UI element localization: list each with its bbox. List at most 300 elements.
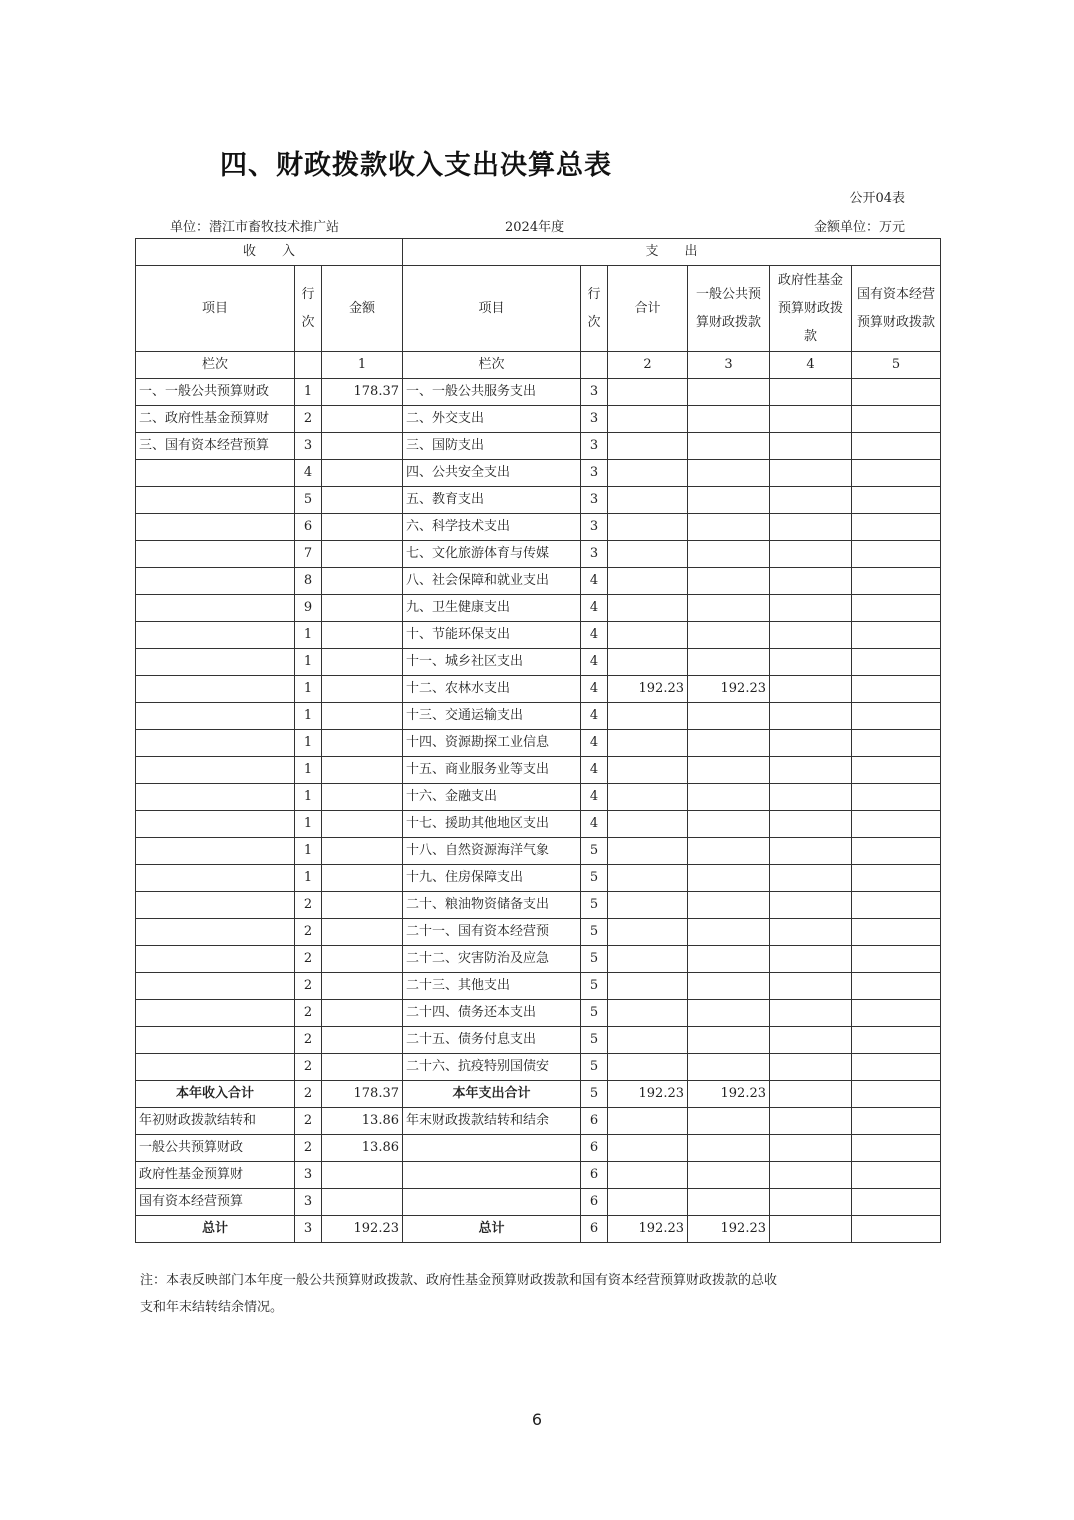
expense-rowno-cell: 3 [581, 433, 608, 460]
gov-fund-cell [770, 1162, 852, 1189]
gov-fund-cell [770, 379, 852, 406]
expense-rowno-cell: 4 [581, 649, 608, 676]
table-row [136, 595, 941, 622]
gov-fund-cell [770, 568, 852, 595]
carryover-row [136, 1162, 941, 1189]
total-cell [608, 1000, 688, 1027]
expense-item-cell: 十三、交通运输支出 [403, 703, 581, 730]
income-amount-cell: 13.86 [322, 1108, 403, 1135]
state-capital-header: 国有资本经营预算财政拨款 [852, 266, 941, 352]
gov-fund-cell [770, 946, 852, 973]
state-capital-cell [852, 1054, 941, 1081]
state-capital-cell [852, 676, 941, 703]
table-row [136, 514, 941, 541]
table-row [136, 919, 941, 946]
gov-fund-cell [770, 433, 852, 460]
total-header: 合计 [608, 266, 688, 352]
state-capital-cell [852, 568, 941, 595]
expense-item-cell: 二十四、债务还本支出 [403, 1000, 581, 1027]
gov-fund-cell [770, 703, 852, 730]
state-capital-cell [852, 919, 941, 946]
income-rowno-cell: 1 [295, 784, 322, 811]
section-header-row [136, 239, 941, 266]
state-capital-cell [852, 1027, 941, 1054]
income-rowno-cell: 1 [295, 838, 322, 865]
income-rowno-cell: 7 [295, 541, 322, 568]
general-budget-header: 一般公共预算财政拨款 [688, 266, 770, 352]
table-row [136, 946, 941, 973]
gov-fund-cell [770, 865, 852, 892]
footnote-line: 支和年末结转结余情况。 [140, 1300, 284, 1315]
expense-item-cell: 二十、粮油物资储备支出 [403, 892, 581, 919]
expense-rowno-cell: 5 [581, 1000, 608, 1027]
income-item-cell: 三、国有资本经营预算 [136, 433, 295, 460]
expense-rowno-cell: 4 [581, 811, 608, 838]
table-row [136, 622, 941, 649]
table-row [136, 487, 941, 514]
expense-rowno-cell: 4 [581, 784, 608, 811]
total-cell [608, 784, 688, 811]
general-budget-cell [688, 1000, 770, 1027]
expense-total-label: 总计 [403, 1216, 581, 1243]
expense-item-cell: 二十二、灾害防治及应急 [403, 946, 581, 973]
expense-rowno-cell: 4 [581, 676, 608, 703]
general-budget-cell [688, 730, 770, 757]
general-budget-cell [688, 379, 770, 406]
income-item-cell [136, 703, 295, 730]
state-capital-cell [852, 730, 941, 757]
gov-fund-cell [770, 460, 852, 487]
footnote [140, 1267, 860, 1321]
table-row [136, 784, 941, 811]
income-rowno-cell: 9 [295, 595, 322, 622]
unit-label: 单位：潜江市畜牧技术推广站 [170, 220, 340, 235]
lanci-4: 4 [770, 352, 852, 379]
expense-rowno-cell: 6 [581, 1189, 608, 1216]
income-item-header: 项目 [136, 266, 295, 352]
general-budget-cell [688, 460, 770, 487]
state-capital-cell [852, 1000, 941, 1027]
lanci-1: 1 [322, 352, 403, 379]
income-item-cell [136, 730, 295, 757]
general-budget-cell [688, 1054, 770, 1081]
state-capital-cell [852, 541, 941, 568]
income-rowno-cell: 3 [295, 1216, 322, 1243]
carryover-row [136, 1135, 941, 1162]
expense-rowno-cell: 5 [581, 1027, 608, 1054]
income-amount-cell [322, 1054, 403, 1081]
expense-item-cell: 六、科学技术支出 [403, 514, 581, 541]
income-amount-cell [322, 649, 403, 676]
income-rowno-cell: 1 [295, 379, 322, 406]
general-budget-cell: 192.23 [688, 1216, 770, 1243]
total-cell: 192.23 [608, 676, 688, 703]
gov-fund-cell [770, 1216, 852, 1243]
total-cell [608, 892, 688, 919]
expense-rowno-cell: 5 [581, 838, 608, 865]
gov-fund-cell [770, 1135, 852, 1162]
gov-fund-cell [770, 1108, 852, 1135]
income-item-cell [136, 973, 295, 1000]
expense-item-cell [403, 1135, 581, 1162]
income-item-cell [136, 676, 295, 703]
general-budget-cell [688, 568, 770, 595]
income-rowno-header: 行次 [295, 266, 322, 352]
gov-fund-cell [770, 622, 852, 649]
income-amount-cell [322, 595, 403, 622]
general-budget-cell [688, 946, 770, 973]
gov-fund-cell [770, 730, 852, 757]
income-total-label: 总计 [136, 1216, 295, 1243]
expense-rowno-cell: 6 [581, 1135, 608, 1162]
income-item-cell [136, 946, 295, 973]
income-amount-cell [322, 784, 403, 811]
income-rowno-cell: 8 [295, 568, 322, 595]
total-cell [608, 1162, 688, 1189]
income-amount-cell: 13.86 [322, 1135, 403, 1162]
income-rowno-cell: 1 [295, 865, 322, 892]
gov-fund-cell [770, 649, 852, 676]
total-cell [608, 460, 688, 487]
expense-rowno-cell: 6 [581, 1216, 608, 1243]
table-row [136, 730, 941, 757]
expense-rowno-cell: 4 [581, 595, 608, 622]
income-item-cell [136, 568, 295, 595]
expense-rowno-cell: 3 [581, 460, 608, 487]
general-budget-cell [688, 838, 770, 865]
income-total-amount: 178.37 [322, 1081, 403, 1108]
expense-rowno-header: 行次 [581, 266, 608, 352]
state-capital-cell [852, 1108, 941, 1135]
expense-item-cell: 二、外交支出 [403, 406, 581, 433]
income-item-cell: 一般公共预算财政 [136, 1135, 295, 1162]
general-budget-cell [688, 1027, 770, 1054]
income-amount-cell [322, 919, 403, 946]
general-budget-cell [688, 1108, 770, 1135]
income-item-cell [136, 865, 295, 892]
income-item-cell [136, 811, 295, 838]
expense-item-cell: 十、节能环保支出 [403, 622, 581, 649]
income-item-cell: 国有资本经营预算 [136, 1189, 295, 1216]
table-row [136, 811, 941, 838]
income-amount-cell [322, 460, 403, 487]
income-item-cell [136, 1027, 295, 1054]
gov-fund-cell [770, 1000, 852, 1027]
footnote-line: 注：本表反映部门本年度一般公共预算财政拨款、政府性基金预算财政拨款和国有资本经营预算财政拨款的总收 [140, 1273, 778, 1288]
gov-fund-cell [770, 919, 852, 946]
income-rowno-cell: 1 [295, 649, 322, 676]
expense-rowno-cell: 6 [581, 1108, 608, 1135]
general-budget-cell [688, 784, 770, 811]
state-capital-cell [852, 838, 941, 865]
expense-item-cell: 十六、金融支出 [403, 784, 581, 811]
carryover-row [136, 1108, 941, 1135]
table-row [136, 406, 941, 433]
income-amount-cell [322, 1162, 403, 1189]
gov-fund-cell [770, 973, 852, 1000]
gov-fund-cell [770, 406, 852, 433]
income-rowno-cell: 1 [295, 676, 322, 703]
income-rowno-cell: 3 [295, 1162, 322, 1189]
total-cell [608, 622, 688, 649]
income-rowno-cell: 5 [295, 487, 322, 514]
income-amount-cell [322, 622, 403, 649]
general-budget-cell [688, 514, 770, 541]
income-amount-cell [322, 541, 403, 568]
general-budget-cell [688, 595, 770, 622]
state-capital-cell [852, 379, 941, 406]
income-amount-cell [322, 973, 403, 1000]
income-rowno-cell: 2 [295, 1000, 322, 1027]
lanci-3: 3 [688, 352, 770, 379]
income-item-cell [136, 595, 295, 622]
gov-fund-cell [770, 676, 852, 703]
income-rowno-cell: 2 [295, 892, 322, 919]
income-amount-cell [322, 433, 403, 460]
income-amount-cell [322, 1189, 403, 1216]
expense-rowno-cell: 3 [581, 379, 608, 406]
income-item-cell: 年初财政拨款结转和 [136, 1108, 295, 1135]
income-item-cell [136, 838, 295, 865]
state-capital-cell [852, 757, 941, 784]
expense-rowno-cell: 4 [581, 703, 608, 730]
table-row [136, 865, 941, 892]
expense-rowno-cell: 3 [581, 514, 608, 541]
expense-item-header: 项目 [403, 266, 581, 352]
total-cell [608, 433, 688, 460]
total-cell [608, 1189, 688, 1216]
state-capital-cell [852, 1216, 941, 1243]
table-row [136, 541, 941, 568]
expense-item-cell: 二十五、债务付息支出 [403, 1027, 581, 1054]
expense-item-cell: 十八、自然资源海洋气象 [403, 838, 581, 865]
income-rowno-cell: 2 [295, 406, 322, 433]
income-amount-cell [322, 514, 403, 541]
income-item-cell [136, 892, 295, 919]
gov-fund-cell [770, 1189, 852, 1216]
income-amount-cell [322, 946, 403, 973]
income-amount-cell [322, 730, 403, 757]
income-amount-cell [322, 1027, 403, 1054]
total-cell [608, 1027, 688, 1054]
expense-item-cell: 年末财政拨款结转和结余 [403, 1108, 581, 1135]
gov-fund-cell [770, 892, 852, 919]
income-rowno-cell: 2 [295, 1027, 322, 1054]
column-header-row [136, 266, 941, 352]
general-budget-cell [688, 811, 770, 838]
income-rowno-cell: 2 [295, 1108, 322, 1135]
total-cell [608, 703, 688, 730]
expense-total-label: 本年支出合计 [403, 1081, 581, 1108]
table-row [136, 676, 941, 703]
expense-rowno-cell: 3 [581, 541, 608, 568]
total-cell [608, 1135, 688, 1162]
form-number: 公开04表 [849, 191, 905, 206]
general-budget-cell [688, 541, 770, 568]
expense-rowno-cell: 5 [581, 946, 608, 973]
expense-section-header: 支 出 [403, 239, 941, 266]
table-row [136, 892, 941, 919]
expense-item-cell: 十七、援助其他地区支出 [403, 811, 581, 838]
table-row [136, 1054, 941, 1081]
income-amount-cell [322, 838, 403, 865]
income-section-header: 收 入 [136, 239, 403, 266]
total-cell [608, 487, 688, 514]
expense-item-cell: 十四、资源勘探工业信息 [403, 730, 581, 757]
income-rowno-cell: 3 [295, 1189, 322, 1216]
expense-item-cell: 十一、城乡社区支出 [403, 649, 581, 676]
income-rowno-cell: 1 [295, 703, 322, 730]
table-row [136, 1000, 941, 1027]
gov-fund-cell [770, 1081, 852, 1108]
expense-rowno-cell: 6 [581, 1162, 608, 1189]
expense-item-cell: 四、公共安全支出 [403, 460, 581, 487]
table-row [136, 838, 941, 865]
general-budget-cell [688, 892, 770, 919]
table-row [136, 460, 941, 487]
gov-fund-cell [770, 838, 852, 865]
page-title: 四、财政拨款收入支出决算总表 [220, 150, 612, 181]
lanci-label: 栏次 [136, 352, 295, 379]
gov-fund-header: 政府性基金预算财政拨款 [770, 266, 852, 352]
gov-fund-cell [770, 1027, 852, 1054]
gov-fund-cell [770, 487, 852, 514]
income-item-cell [136, 514, 295, 541]
income-total-label: 本年收入合计 [136, 1081, 295, 1108]
table-row [136, 973, 941, 1000]
state-capital-cell [852, 1162, 941, 1189]
income-item-cell [136, 784, 295, 811]
income-amount-header: 金额 [322, 266, 403, 352]
income-amount-cell [322, 811, 403, 838]
state-capital-cell [852, 1189, 941, 1216]
table-row [136, 568, 941, 595]
state-capital-cell [852, 649, 941, 676]
income-item-cell: 政府性基金预算财 [136, 1162, 295, 1189]
state-capital-cell [852, 1135, 941, 1162]
gov-fund-cell [770, 757, 852, 784]
expense-item-cell: 十五、商业服务业等支出 [403, 757, 581, 784]
total-cell [608, 1054, 688, 1081]
income-rowno-cell: 2 [295, 919, 322, 946]
general-budget-cell: 192.23 [688, 676, 770, 703]
income-amount-cell [322, 487, 403, 514]
income-rowno-cell: 3 [295, 433, 322, 460]
fiscal-year: 2024年度 [505, 220, 565, 235]
expense-rowno-cell: 5 [581, 865, 608, 892]
income-rowno-cell: 2 [295, 1054, 322, 1081]
income-rowno-cell: 2 [295, 1081, 322, 1108]
total-cell [608, 973, 688, 1000]
state-capital-cell [852, 595, 941, 622]
lanci-5: 5 [852, 352, 941, 379]
income-item-cell [136, 757, 295, 784]
income-amount-cell [322, 676, 403, 703]
income-amount-cell: 178.37 [322, 379, 403, 406]
total-cell: 192.23 [608, 1081, 688, 1108]
expense-item-cell: 八、社会保障和就业支出 [403, 568, 581, 595]
total-cell [608, 946, 688, 973]
general-budget-cell [688, 622, 770, 649]
income-rowno-cell: 1 [295, 811, 322, 838]
lanci-empty [295, 352, 322, 379]
table-row [136, 1027, 941, 1054]
state-capital-cell [852, 1081, 941, 1108]
state-capital-cell [852, 973, 941, 1000]
state-capital-cell [852, 406, 941, 433]
table-row [136, 379, 941, 406]
total-cell: 192.23 [608, 1216, 688, 1243]
grand-total-row [136, 1216, 941, 1243]
expense-item-cell: 十二、农林水支出 [403, 676, 581, 703]
total-cell [608, 514, 688, 541]
gov-fund-cell [770, 784, 852, 811]
income-rowno-cell: 4 [295, 460, 322, 487]
total-cell [608, 919, 688, 946]
expense-item-cell: 二十六、抗疫特别国债安 [403, 1054, 581, 1081]
state-capital-cell [852, 784, 941, 811]
state-capital-cell [852, 865, 941, 892]
gov-fund-cell [770, 595, 852, 622]
page-number: 6 [531, 1410, 543, 1429]
state-capital-cell [852, 433, 941, 460]
income-rowno-cell: 1 [295, 622, 322, 649]
general-budget-cell [688, 703, 770, 730]
expense-rowno-cell: 3 [581, 487, 608, 514]
money-unit: 金额单位：万元 [813, 220, 905, 235]
expense-item-cell: 十九、住房保障支出 [403, 865, 581, 892]
gov-fund-cell [770, 541, 852, 568]
income-item-cell [136, 649, 295, 676]
total-cell [608, 379, 688, 406]
income-rowno-cell: 6 [295, 514, 322, 541]
general-budget-cell [688, 487, 770, 514]
expense-rowno-cell: 5 [581, 919, 608, 946]
expense-item-cell: 五、教育支出 [403, 487, 581, 514]
income-amount-cell [322, 757, 403, 784]
lanci-2: 2 [608, 352, 688, 379]
state-capital-cell [852, 487, 941, 514]
expense-item-cell [403, 1162, 581, 1189]
income-amount-cell [322, 568, 403, 595]
state-capital-cell [852, 946, 941, 973]
expense-item-cell: 七、文化旅游体育与传媒 [403, 541, 581, 568]
expense-item-cell: 九、卫生健康支出 [403, 595, 581, 622]
table-row [136, 757, 941, 784]
income-amount-cell [322, 1000, 403, 1027]
expense-rowno-cell: 5 [581, 1081, 608, 1108]
general-budget-cell [688, 406, 770, 433]
general-budget-cell [688, 649, 770, 676]
expense-item-cell: 二十三、其他支出 [403, 973, 581, 1000]
total-cell [608, 865, 688, 892]
year-total-row [136, 1081, 941, 1108]
general-budget-cell [688, 973, 770, 1000]
expense-item-cell: 三、国防支出 [403, 433, 581, 460]
income-item-cell [136, 541, 295, 568]
total-cell [608, 649, 688, 676]
income-item-cell: 一、一般公共预算财政 [136, 379, 295, 406]
general-budget-cell [688, 757, 770, 784]
total-cell [608, 406, 688, 433]
lanci-label: 栏次 [403, 352, 581, 379]
income-item-cell [136, 622, 295, 649]
state-capital-cell [852, 622, 941, 649]
state-capital-cell [852, 460, 941, 487]
expense-rowno-cell: 4 [581, 568, 608, 595]
total-cell [608, 568, 688, 595]
total-cell [608, 730, 688, 757]
